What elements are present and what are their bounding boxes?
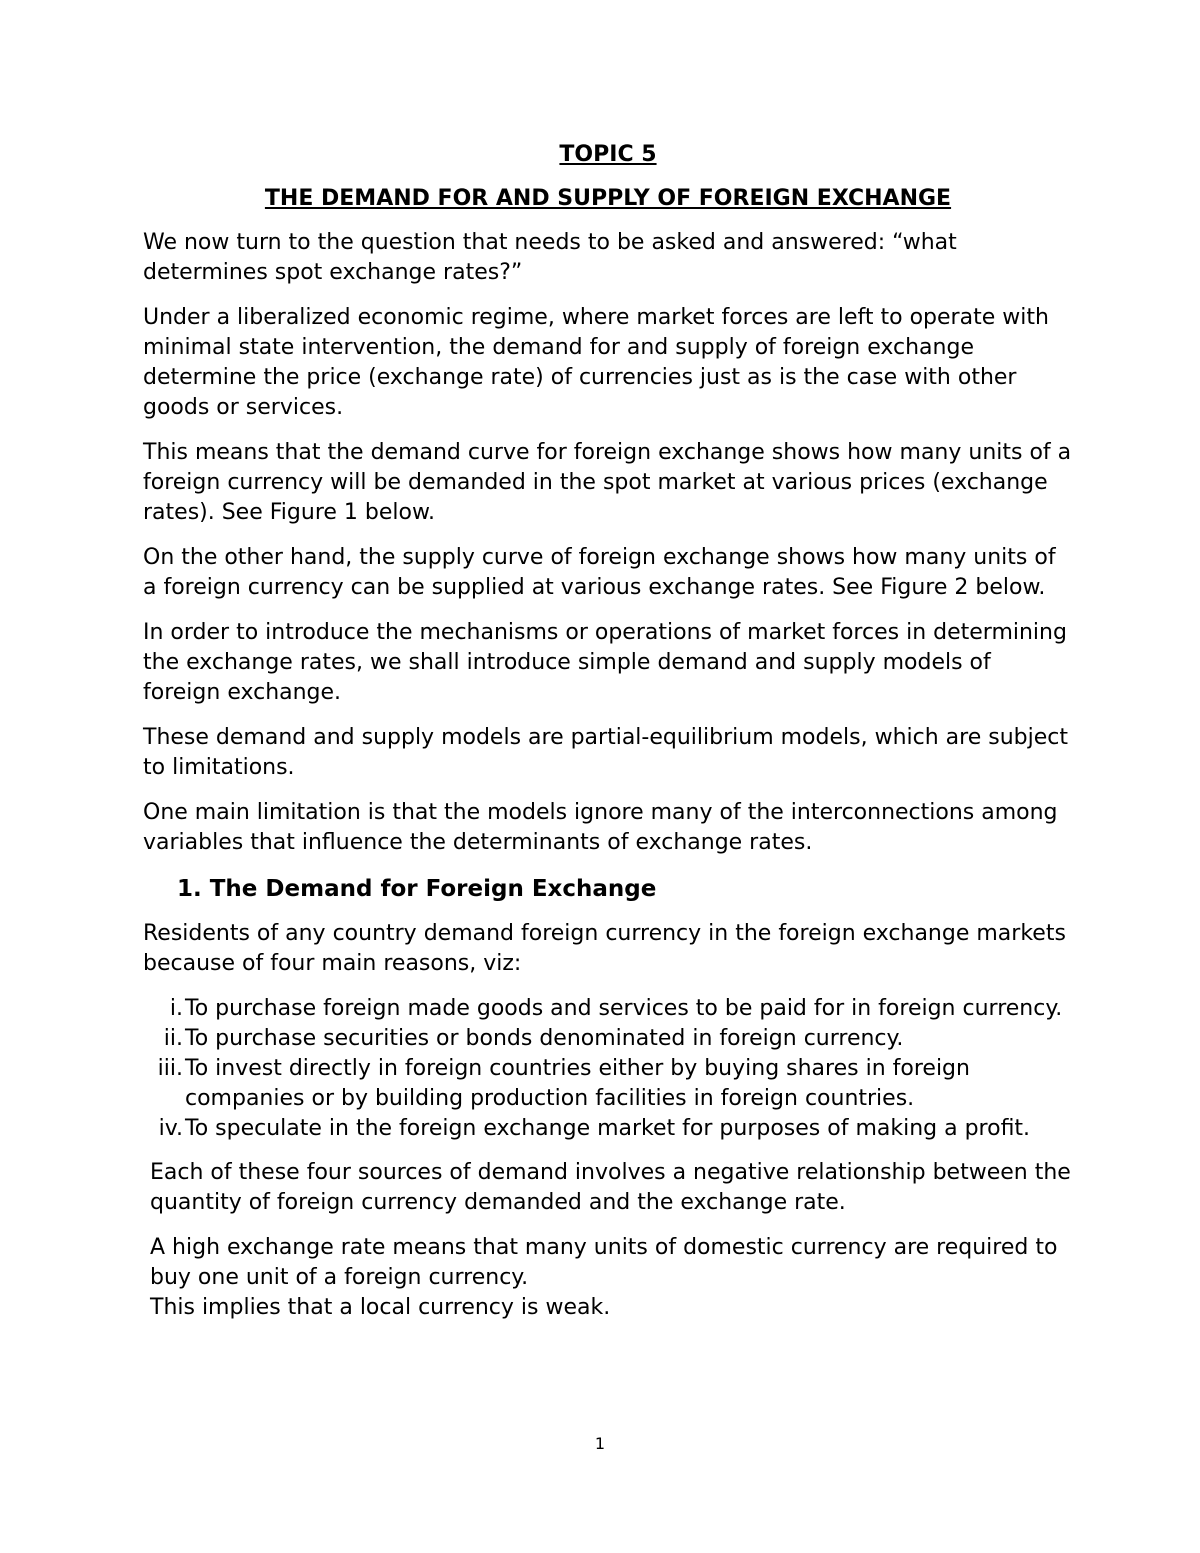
list-item — [143, 1054, 1073, 1114]
paragraph: A high exchange rate means that many units of domestic currency are required to buy one unit of a foreign currency. — [150, 1235, 1058, 1290]
paragraph: This means that the demand curve for foreign exchange shows how many units of a foreign currency will be demanded in the spot market at various prices (exchange rates). See Figure 1 below. — [143, 440, 1072, 525]
paragraph: We now turn to the question that needs to be asked and answered: “what determines spot exchange rates?” — [143, 230, 957, 285]
reasons-list — [143, 994, 1073, 1144]
list-item-text: To speculate in the foreign exchange market for purposes of making a profit. — [185, 1116, 1031, 1141]
paragraph: On the other hand, the supply curve of foreign exchange shows how many units of a foreign currency can be supplied at various exchange rates. See Figure 2 below. — [143, 545, 1056, 600]
paragraph: This implies that a local currency is weak. — [150, 1295, 611, 1320]
page-number: 1 — [594, 1434, 606, 1453]
section-heading: 1. The Demand for Foreign Exchange — [177, 876, 657, 902]
paragraph: These demand and supply models are partial-equilibrium models, which are subject to limitations. — [143, 725, 1068, 780]
paragraph: In order to introduce the mechanisms or operations of market forces in determining the exchange rates, we shall introduce simple demand and supply models of foreign exchange. — [143, 620, 1067, 705]
list-item-text: To invest directly in foreign countries either by buying shares in foreign companies or by building production facilities in foreign countries. — [185, 1056, 970, 1111]
paragraph: Each of these four sources of demand involves a negative relationship between the quantity of foreign currency demanded and the exchange rate. — [150, 1160, 1071, 1215]
paragraph: One main limitation is that the models ignore many of the interconnections among variables that influence the determinants of exchange rates. — [143, 800, 1058, 855]
list-item-text: To purchase foreign made goods and services to be paid for in foreign currency. — [185, 996, 1063, 1021]
paragraph: Under a liberalized economic regime, where market forces are left to operate with minimal state intervention, the demand for and supply of foreign exchange determine the price (exchange rate) of currencies just as is the case with other goods or services. — [143, 305, 1049, 420]
page-content — [143, 140, 1073, 1338]
list-item-number: iv. — [158, 1116, 183, 1141]
list-item-number: ii. — [163, 1026, 183, 1051]
list-item-number: i. — [169, 996, 183, 1021]
list-item — [143, 1114, 1073, 1144]
document-title: THE DEMAND FOR AND SUPPLY OF FOREIGN EXCHANGE — [264, 186, 952, 211]
list-item — [143, 994, 1073, 1024]
list-item-text: To purchase securities or bonds denominated in foreign currency. — [185, 1026, 904, 1051]
list-item-number: iii. — [157, 1056, 183, 1081]
section-intro: Residents of any country demand foreign currency in the foreign exchange markets because of four main reasons, viz: — [143, 921, 1066, 976]
list-item — [143, 1024, 1073, 1054]
topic-label: TOPIC 5 — [559, 142, 657, 167]
